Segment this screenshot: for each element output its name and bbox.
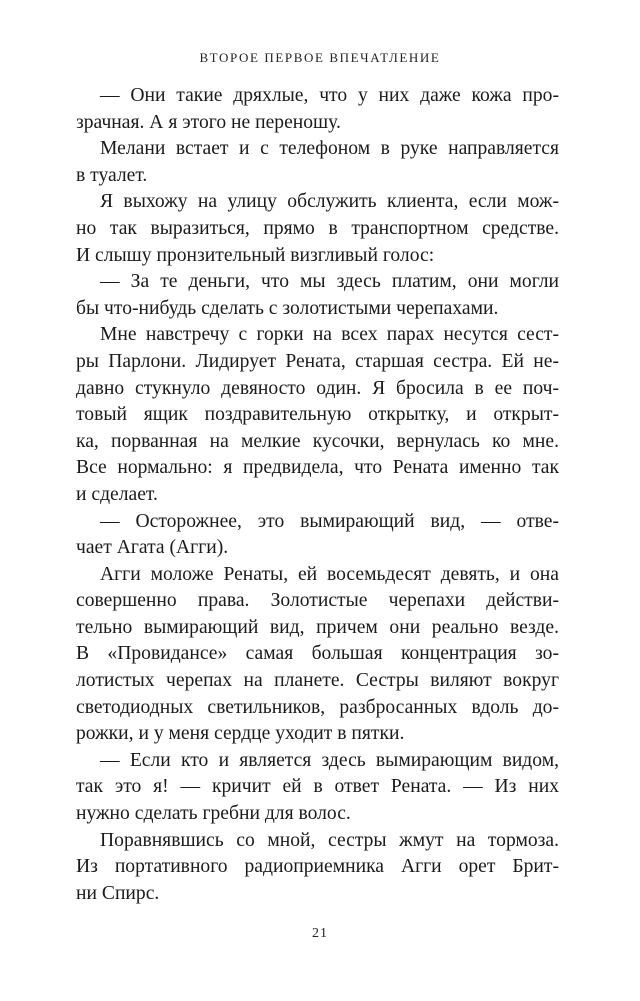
text-line: бы что-нибудь сделать с золотистыми черепахами. bbox=[76, 297, 499, 319]
text-line: чает Агата (Агги). bbox=[76, 537, 229, 559]
text-line: — Они такие дряхлые, что у них даже кожа про- bbox=[100, 85, 559, 106]
text-line: Мне навстречу с горки на всех парах несутся сест- bbox=[100, 324, 559, 346]
text-line: лотистых черепах на планете. Сестры виляют вокруг bbox=[76, 670, 559, 692]
text-line: Агги моложе Ренаты, ей восемьдесят девять, и она bbox=[100, 563, 559, 585]
page-number: 21 bbox=[312, 926, 328, 941]
text-line: тельно вымирающий вид, причем они реально везде. bbox=[76, 616, 559, 638]
text-line: так это я! — кричит ей в ответ Рената. — Из них bbox=[76, 776, 559, 798]
text-line: Я выхожу на улицу обслужить клиента, если мож- bbox=[100, 191, 559, 213]
text-line: ры Парлони. Лидирует Рената, старшая сестра. Ей не- bbox=[76, 350, 559, 372]
text-line: но так выразиться, прямо в транспортном средстве. bbox=[76, 217, 559, 239]
text-line: — За те деньги, что мы здесь платим, они могли bbox=[100, 271, 559, 293]
text-line: — Если кто и является здесь вымирающим видом, bbox=[100, 749, 559, 771]
text-line: рожки, и у меня сердце уходит в пятки. bbox=[76, 723, 405, 745]
text-line: Поравнявшись со мной, сестры жмут на тормоза. bbox=[100, 829, 559, 851]
text-line: давно стукнуло девяносто один. Я бросила в ее поч- bbox=[76, 377, 559, 399]
text-line: и сделает. bbox=[76, 483, 158, 505]
text-line: ни Спирс. bbox=[76, 882, 160, 904]
text-line: в туалет. bbox=[76, 164, 148, 186]
text-line: Все нормально: я предвидела, что Рената именно так bbox=[76, 457, 559, 479]
text-line: Мелани встает и с телефоном в руке направляется bbox=[100, 138, 559, 160]
text-line: Из портативного радиоприемника Агги орет Брит- bbox=[76, 856, 559, 878]
running-head: ВТОРОЕ ПЕРВОЕ ВПЕЧАТЛЕНИЕ bbox=[199, 50, 441, 65]
text-line: — Осторожнее, это вымирающий вид, — отве- bbox=[100, 510, 559, 532]
text-line: зрачная. А я этого не переношу. bbox=[76, 111, 341, 133]
body-text bbox=[76, 83, 559, 907]
text-line: ка, порванная на мелкие кусочки, вернулась ко мне. bbox=[76, 430, 559, 452]
text-line: И слышу пронзительный визгливый голос: bbox=[76, 244, 435, 266]
text-line: товый ящик поздравительную открытку, и открыт- bbox=[76, 404, 559, 426]
text-line: совершенно права. Золотистые черепахи действи- bbox=[76, 590, 559, 612]
text-line: светодиодных светильников, разбросанных вдоль до- bbox=[76, 696, 559, 718]
text-line: нужно сделать гребни для волос. bbox=[76, 803, 351, 825]
text-line: В «Провидансе» самая большая концентрация зо- bbox=[76, 643, 559, 665]
